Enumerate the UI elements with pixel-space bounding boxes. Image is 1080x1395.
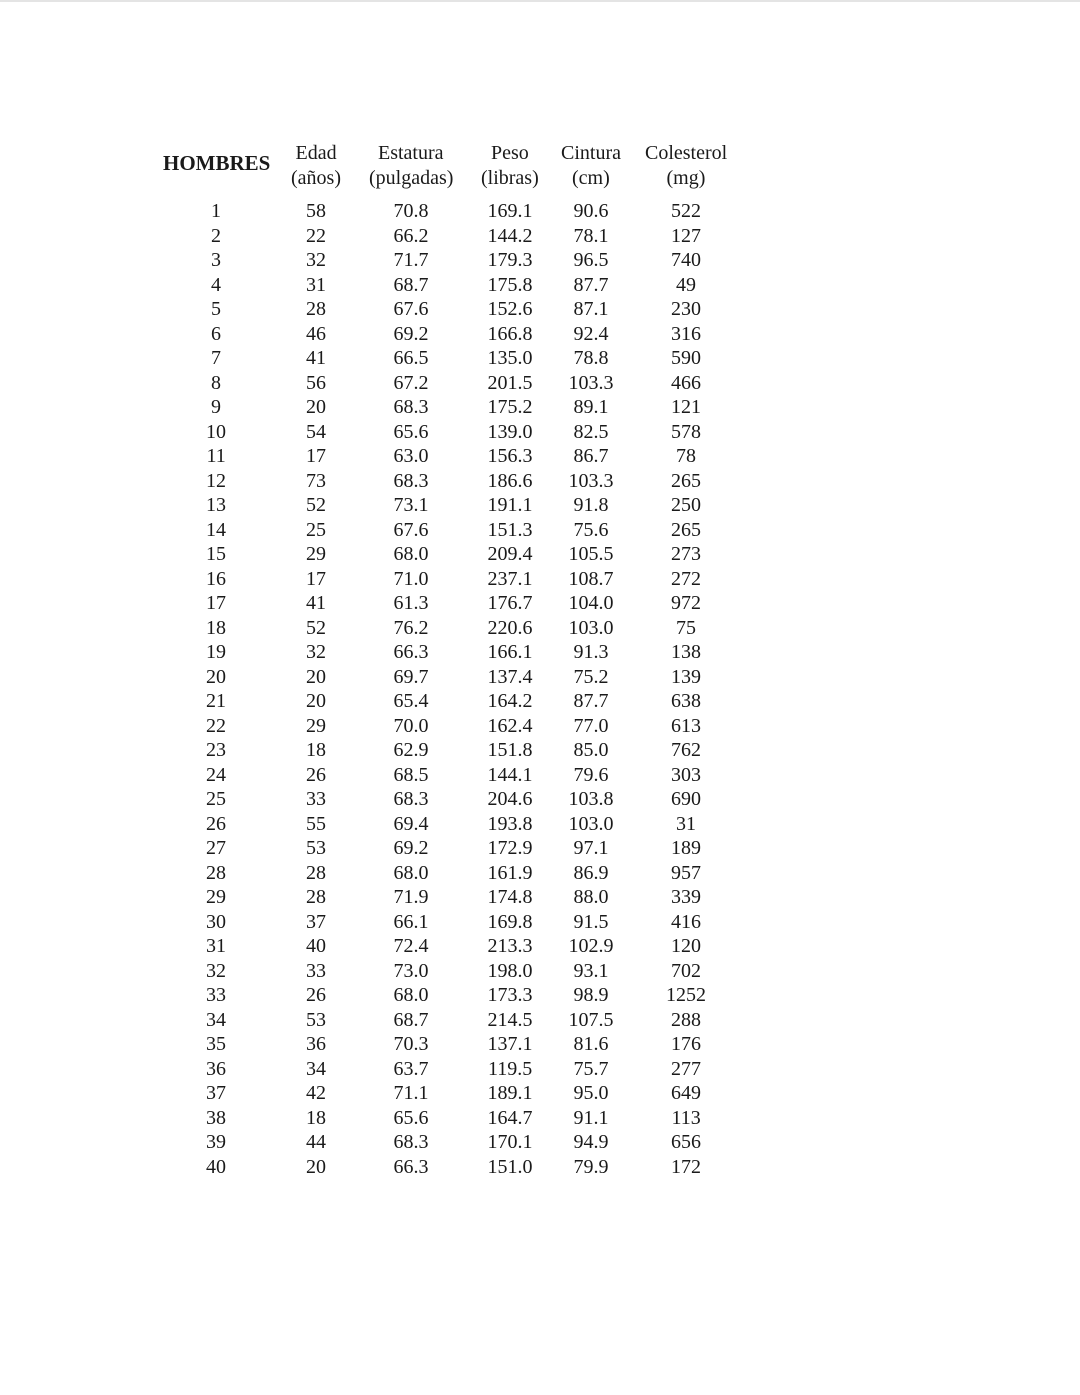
table-cell: 56 — [306, 371, 326, 394]
table-cell: 68.7 — [393, 273, 429, 296]
table-cell: 78.8 — [573, 347, 609, 369]
table-cell: 82.5 — [573, 420, 609, 443]
row-number: 23 — [206, 739, 226, 761]
table-cell: 75.6 — [573, 518, 609, 541]
table-cell: 20 — [306, 690, 326, 712]
table-cell: 52 — [306, 494, 326, 516]
table-cell: 466 — [671, 371, 701, 394]
table-cell: 578 — [671, 420, 701, 443]
table-cell: 88.0 — [573, 886, 609, 908]
table-cell: 68.7 — [393, 1008, 429, 1031]
table-cell: 92.4 — [573, 322, 609, 345]
table-cell: 265 — [671, 518, 701, 541]
table-cell: 152.6 — [487, 298, 533, 320]
row-number: 21 — [206, 690, 226, 712]
row-number: 11 — [206, 445, 226, 467]
table-cell: 175.8 — [487, 273, 533, 296]
table-cell: 103.3 — [568, 469, 614, 492]
table-cell: 172.9 — [487, 837, 533, 859]
row-number: 37 — [206, 1082, 226, 1104]
table-cell: 66.1 — [393, 910, 429, 933]
row-number: 16 — [206, 567, 226, 590]
table-cell: 77.0 — [573, 714, 609, 737]
table-cell: 32 — [306, 641, 326, 663]
table-cell: 173.3 — [487, 984, 533, 1006]
table-cell: 20 — [306, 396, 326, 418]
table-cell: 638 — [671, 690, 701, 712]
table-cell: 91.1 — [573, 1106, 609, 1129]
table-cell: 41 — [306, 592, 326, 614]
table-cell: 170.1 — [487, 1131, 533, 1153]
row-number: 12 — [206, 469, 226, 492]
table-cell: 174.8 — [487, 886, 533, 908]
table-cell: 40 — [306, 935, 326, 957]
column-header-name: Cintura — [561, 142, 621, 164]
table-cell: 107.5 — [568, 1008, 614, 1031]
table-cell: 67.6 — [393, 518, 429, 541]
table-cell: 186.6 — [487, 469, 533, 492]
table-cell: 28 — [306, 298, 326, 320]
table-cell: 590 — [671, 347, 701, 369]
table-cell: 68.3 — [393, 1131, 429, 1153]
table-cell: 522 — [671, 200, 701, 222]
row-number: 19 — [206, 641, 226, 663]
table-cell: 33 — [306, 959, 326, 982]
table-cell: 201.5 — [487, 371, 533, 394]
row-number: 6 — [211, 322, 221, 345]
table-cell: 31 — [306, 273, 326, 296]
table-cell: 90.6 — [573, 200, 609, 222]
table-cell: 103.3 — [568, 371, 614, 394]
table-cell: 189.1 — [487, 1082, 533, 1104]
row-number: 2 — [211, 224, 221, 247]
table-cell: 102.9 — [568, 935, 614, 957]
table-cell: 17 — [306, 567, 326, 590]
table-cell: 97.1 — [573, 837, 609, 859]
table-cell: 144.2 — [487, 224, 533, 247]
table-cell: 138 — [671, 641, 701, 663]
table-cell: 189 — [671, 837, 701, 859]
table-cell: 54 — [306, 420, 326, 443]
table-cell: 204.6 — [487, 788, 533, 810]
table-cell: 108.7 — [568, 567, 614, 590]
table-cell: 690 — [671, 788, 701, 810]
table-cell: 144.1 — [487, 763, 533, 786]
table-cell: 55 — [306, 812, 326, 835]
table-cell: 68.0 — [393, 861, 429, 884]
row-number: 39 — [206, 1131, 226, 1153]
column-header-unit: (libras) — [481, 167, 539, 189]
row-number: 5 — [211, 298, 221, 320]
table-cell: 209.4 — [487, 543, 533, 565]
table-cell: 96.5 — [573, 249, 609, 271]
row-number: 22 — [206, 714, 226, 737]
table-cell: 72.4 — [393, 935, 429, 957]
row-number: 1 — [211, 200, 221, 222]
table-cell: 137.4 — [487, 665, 533, 688]
table-cell: 135.0 — [487, 347, 533, 369]
table-cell: 65.6 — [393, 420, 429, 443]
table-cell: 193.8 — [487, 812, 533, 835]
table-cell: 166.1 — [487, 641, 533, 663]
table-cell: 78.1 — [573, 224, 609, 247]
table-cell: 213.3 — [487, 935, 533, 957]
table-cell: 75 — [676, 616, 696, 639]
table-cell: 98.9 — [573, 984, 609, 1006]
table-cell: 139 — [671, 665, 701, 688]
table-cell: 71.0 — [393, 567, 429, 590]
row-number: 27 — [206, 837, 226, 859]
table-cell: 87.7 — [573, 690, 609, 712]
table-cell: 416 — [671, 910, 701, 933]
row-number: 15 — [206, 543, 226, 565]
table-cell: 81.6 — [573, 1033, 609, 1055]
row-number: 18 — [206, 616, 226, 639]
table-cell: 277 — [671, 1057, 701, 1080]
table-cell: 18 — [306, 1106, 326, 1129]
column-header-unit: (cm) — [572, 167, 610, 189]
table-cell: 649 — [671, 1082, 701, 1104]
table-cell: 94.9 — [573, 1131, 609, 1153]
table-cell: 272 — [671, 567, 701, 590]
table-cell: 46 — [306, 322, 326, 345]
column-header-unit: (pulgadas) — [369, 167, 454, 189]
table-cell: 36 — [306, 1033, 326, 1055]
row-number: 26 — [206, 812, 226, 835]
column-header-name: Edad — [295, 142, 337, 164]
table-cell: 119.5 — [488, 1057, 533, 1080]
table-cell: 73.0 — [393, 959, 429, 982]
table-cell: 702 — [671, 959, 701, 982]
table-cell: 49 — [676, 273, 696, 296]
table-cell: 67.2 — [393, 371, 429, 394]
row-number: 17 — [206, 592, 226, 614]
table-cell: 20 — [306, 665, 326, 688]
table-cell: 22 — [306, 224, 326, 247]
table-cell: 75.7 — [573, 1057, 609, 1080]
table-cell: 127 — [671, 224, 701, 247]
table-cell: 29 — [306, 714, 326, 737]
column-header-name: Estatura — [378, 142, 444, 164]
table-cell: 17 — [306, 445, 326, 467]
table-cell: 164.2 — [487, 690, 533, 712]
table-cell: 26 — [306, 763, 326, 786]
table-cell: 120 — [671, 935, 701, 957]
table-cell: 103.8 — [568, 788, 614, 810]
row-number: 8 — [211, 371, 221, 394]
table-cell: 303 — [671, 763, 701, 786]
table-cell: 70.8 — [393, 200, 429, 222]
table-cell: 237.1 — [487, 567, 533, 590]
table-cell: 63.7 — [393, 1057, 429, 1080]
table-cell: 762 — [671, 739, 701, 761]
table-cell: 61.3 — [393, 592, 429, 614]
table-cell: 740 — [671, 249, 701, 271]
table-cell: 316 — [671, 322, 701, 345]
table-cell: 73.1 — [393, 494, 429, 516]
row-number: 28 — [206, 861, 226, 884]
table-cell: 32 — [306, 249, 326, 271]
table-cell: 68.0 — [393, 984, 429, 1006]
table-cell: 73 — [306, 469, 326, 492]
table-cell: 20 — [306, 1155, 326, 1178]
table-cell: 68.3 — [393, 788, 429, 810]
table-cell: 91.3 — [573, 641, 609, 663]
table-title: HOMBRES — [163, 151, 271, 175]
table-cell: 86.7 — [573, 445, 609, 467]
table-cell: 41 — [306, 347, 326, 369]
table-cell: 71.1 — [393, 1082, 429, 1104]
row-number: 14 — [206, 518, 226, 541]
table-cell: 31 — [676, 812, 696, 835]
table-cell: 198.0 — [487, 959, 533, 982]
table-cell: 69.4 — [393, 812, 429, 835]
table-cell: 1252 — [666, 984, 706, 1006]
row-number: 24 — [206, 763, 226, 786]
table-cell: 972 — [671, 592, 701, 614]
table-cell: 62.9 — [393, 739, 429, 761]
table-cell: 68.5 — [393, 763, 429, 786]
table-cell: 121 — [671, 396, 701, 418]
table-cell: 68.0 — [393, 543, 429, 565]
table-cell: 220.6 — [487, 616, 533, 639]
table-cell: 87.1 — [573, 298, 609, 320]
column-header-unit: (años) — [291, 167, 341, 189]
row-number: 40 — [206, 1155, 226, 1178]
table-cell: 191.1 — [487, 494, 533, 516]
table-cell: 65.6 — [393, 1106, 429, 1129]
row-number: 34 — [206, 1008, 226, 1031]
table-cell: 28 — [306, 886, 326, 908]
table-cell: 26 — [306, 984, 326, 1006]
table-cell: 265 — [671, 469, 701, 492]
table-cell: 613 — [671, 714, 701, 737]
table-cell: 273 — [671, 543, 701, 565]
table-cell: 104.0 — [568, 592, 614, 614]
table-cell: 71.9 — [393, 886, 429, 908]
table-cell: 69.7 — [393, 665, 429, 688]
table-cell: 151.8 — [487, 739, 533, 761]
table-cell: 33 — [306, 788, 326, 810]
table-cell: 214.5 — [487, 1008, 533, 1031]
table-cell: 66.3 — [393, 1155, 429, 1178]
table-cell: 162.4 — [487, 714, 533, 737]
row-number: 29 — [206, 886, 226, 908]
table-cell: 175.2 — [487, 396, 533, 418]
row-number: 35 — [206, 1033, 226, 1055]
table-cell: 68.3 — [393, 469, 429, 492]
row-number: 4 — [211, 273, 221, 296]
table-cell: 66.5 — [393, 347, 429, 369]
row-number: 13 — [206, 494, 226, 516]
table-cell: 53 — [306, 1008, 326, 1031]
row-number: 20 — [206, 665, 226, 688]
table-cell: 89.1 — [573, 396, 609, 418]
table-cell: 164.7 — [487, 1106, 533, 1129]
table-cell: 169.1 — [487, 200, 533, 222]
table-cell: 103.0 — [568, 616, 614, 639]
row-number: 10 — [206, 420, 226, 443]
table-cell: 58 — [306, 200, 326, 222]
table-cell: 91.8 — [573, 494, 609, 516]
table-cell: 71.7 — [393, 249, 429, 271]
table-cell: 79.6 — [573, 763, 609, 786]
table-cell: 34 — [306, 1057, 326, 1080]
row-number: 9 — [211, 396, 221, 418]
table-cell: 25 — [306, 518, 326, 541]
table-cell: 113 — [671, 1106, 701, 1129]
table-cell: 69.2 — [393, 322, 429, 345]
table-cell: 103.0 — [568, 812, 614, 835]
table-cell: 656 — [671, 1131, 701, 1153]
table-cell: 169.8 — [487, 910, 533, 933]
table-cell: 156.3 — [487, 445, 533, 467]
table-cell: 179.3 — [487, 249, 533, 271]
table-cell: 70.3 — [393, 1033, 429, 1055]
table-cell: 176 — [671, 1033, 701, 1055]
table-cell: 91.5 — [573, 910, 609, 933]
row-number: 38 — [206, 1106, 226, 1129]
table-cell: 65.4 — [393, 690, 429, 712]
table-cell: 68.3 — [393, 396, 429, 418]
table-cell: 18 — [306, 739, 326, 761]
table-cell: 151.3 — [487, 518, 533, 541]
table-cell: 63.0 — [393, 445, 429, 467]
table-cell: 44 — [306, 1131, 326, 1153]
table-cell: 66.2 — [393, 224, 429, 247]
table-cell: 70.0 — [393, 714, 429, 737]
table-cell: 230 — [671, 298, 701, 320]
table-cell: 161.9 — [487, 861, 533, 884]
table-cell: 52 — [306, 616, 326, 639]
row-number: 7 — [211, 347, 221, 369]
table-cell: 139.0 — [487, 420, 533, 443]
row-number: 3 — [211, 249, 221, 271]
table-cell: 87.7 — [573, 273, 609, 296]
table-cell: 29 — [306, 543, 326, 565]
column-header-name: Peso — [491, 142, 529, 164]
table-cell: 288 — [671, 1008, 701, 1031]
table-cell: 957 — [671, 861, 701, 884]
row-number: 36 — [206, 1057, 226, 1080]
row-number: 32 — [206, 959, 226, 982]
table-cell: 79.9 — [573, 1155, 609, 1178]
table-cell: 172 — [671, 1155, 701, 1178]
table-cell: 339 — [671, 886, 701, 908]
column-header-unit: (mg) — [666, 167, 706, 189]
table-cell: 42 — [306, 1082, 326, 1104]
table-cell: 95.0 — [573, 1082, 609, 1104]
table-cell: 37 — [306, 910, 326, 933]
table-cell: 28 — [306, 861, 326, 884]
table-cell: 105.5 — [568, 543, 614, 565]
column-header-name: Colesterol — [645, 142, 728, 164]
table-cell: 69.2 — [393, 837, 429, 859]
table-cell: 53 — [306, 837, 326, 859]
table-cell: 166.8 — [487, 322, 533, 345]
table-cell: 93.1 — [573, 959, 609, 982]
table-cell: 86.9 — [573, 861, 609, 884]
table-cell: 151.0 — [487, 1155, 533, 1178]
table-cell: 76.2 — [393, 616, 429, 639]
table-cell: 250 — [671, 494, 701, 516]
row-number: 30 — [206, 910, 226, 933]
table-cell: 137.1 — [487, 1033, 533, 1055]
table-cell: 75.2 — [573, 665, 609, 688]
table-cell: 66.3 — [393, 641, 429, 663]
table-cell: 176.7 — [487, 592, 533, 614]
row-number: 25 — [206, 788, 226, 810]
table-cell: 78 — [676, 445, 696, 467]
table-cell: 67.6 — [393, 298, 429, 320]
row-number: 31 — [206, 935, 226, 957]
row-number: 33 — [206, 984, 226, 1006]
table-cell: 85.0 — [573, 739, 609, 761]
